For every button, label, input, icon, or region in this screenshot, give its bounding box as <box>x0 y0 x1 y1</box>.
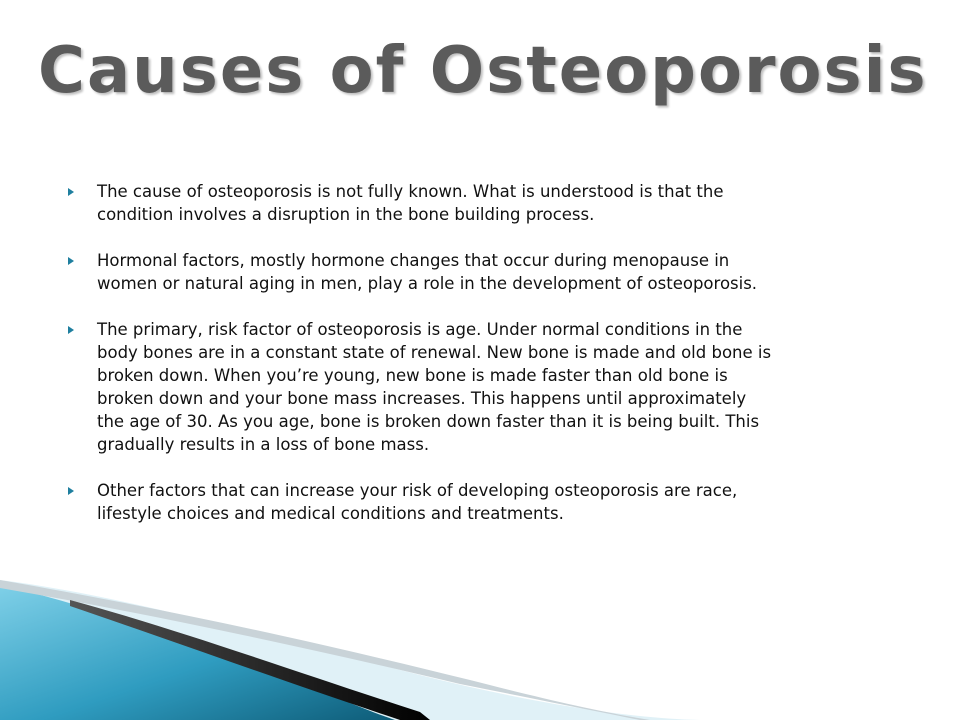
bullet-text: The primary, risk factor of osteoporosis is age. Under normal conditions in the body bones are in a constant state of renewal. New bone is made and old bone is broken down. When you’re young, new bone is made faster than old bone is broken down and your bone mass increases. This happens until approximately the age of 30. As you age, bone is broken down faster than it is being built. This gradually results in a loss of bone mass. <box>97 320 772 454</box>
bullet-item <box>68 249 778 295</box>
wave-grey-stripe <box>0 580 650 720</box>
bullet-list <box>68 180 778 548</box>
arrow-bullet-icon <box>68 487 74 495</box>
bullet-item <box>68 180 778 226</box>
bullet-text: The cause of osteoporosis is not fully known. What is understood is that the condition involves a disruption in the bone building process. <box>97 182 724 224</box>
wave-blue-shape <box>0 585 395 720</box>
wave-decoration <box>0 580 960 720</box>
arrow-bullet-icon <box>68 257 74 265</box>
wave-light-shape <box>0 580 700 720</box>
arrow-bullet-icon <box>68 188 74 196</box>
bullet-item <box>68 318 778 456</box>
wave-black-stripe <box>70 600 430 720</box>
bullet-text: Other factors that can increase your risk of developing osteoporosis are race, lifestyle choices and medical conditions and treatments. <box>97 481 738 523</box>
slide-title: Causes of Osteoporosis <box>38 34 928 108</box>
arrow-bullet-icon <box>68 326 74 334</box>
bullet-text: Hormonal factors, mostly hormone changes that occur during menopause in women or natural aging in men, play a role in the development of osteoporosis. <box>97 251 758 293</box>
bullet-item <box>68 479 778 525</box>
